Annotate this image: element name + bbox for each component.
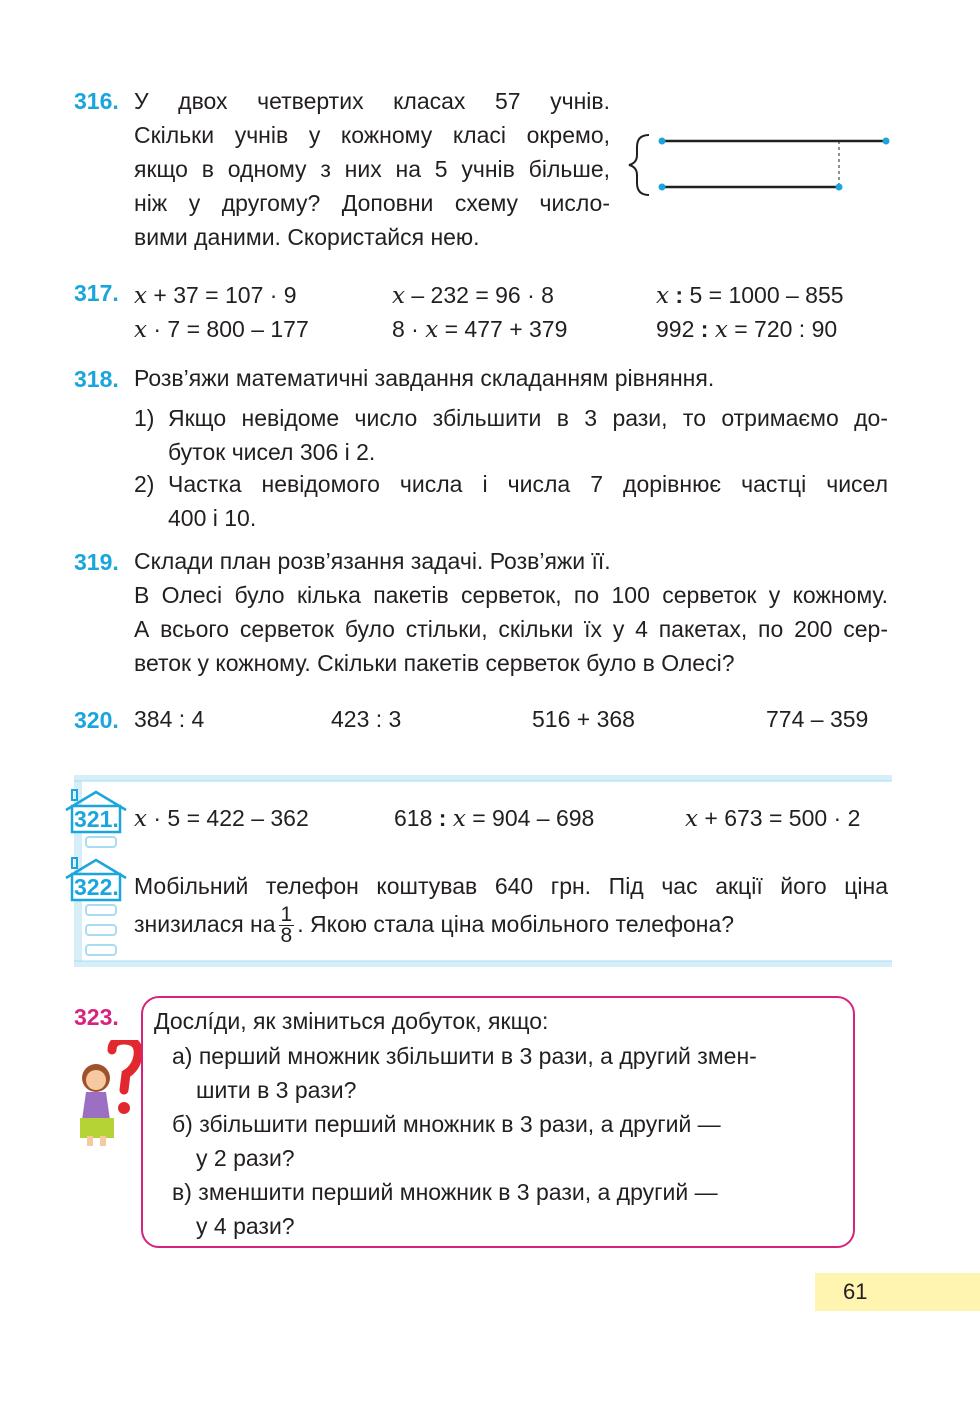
p316-line-4: ніж у другому? Доповни схему число-: [134, 190, 610, 216]
segment-diagram: [625, 125, 895, 205]
p316-line-5: вими даними. Скористайся нею.: [134, 224, 480, 250]
problem-number-318: 318.: [74, 366, 119, 392]
expression-320-2: 423 : 3: [331, 706, 402, 732]
p318-item-1-line-2: буток чисел 306 і 2.: [168, 439, 376, 465]
problem-number-320: 320.: [74, 707, 119, 733]
problem-number-317: 317.: [74, 280, 119, 306]
p322-line-2: знизилася на $\frac{1}{8}$ . Якою стала ціна мобільного телефона?: [134, 903, 735, 948]
p316-line-1: У двох четвертих класах 57 учнів.: [134, 88, 610, 114]
p319-line-4: веток у кожному. Скільки пакетів серветок було в Олесі?: [134, 650, 735, 676]
p318-item-1-marker: 1): [134, 405, 155, 431]
p318-item-2-marker: 2): [134, 471, 155, 497]
equation-321-2: 618 : x = 904 – 698: [394, 805, 595, 832]
equation-317-5: 8 · x = 477 + 379: [392, 316, 568, 343]
p323-item-b-line-1: б) збільшити перший множник в 3 рази, а другий —: [172, 1111, 721, 1137]
equation-317-4: x · 7 = 800 – 177: [134, 316, 309, 343]
p323-item-c-line-2: у 4 рази?: [196, 1213, 295, 1239]
expression-320-4: 774 – 359: [766, 706, 869, 732]
equation-317-1: x + 37 = 107 · 9: [134, 282, 297, 309]
p323-item-a-line-1: а) перший множник збільшити в 3 рази, а другий змен-: [172, 1043, 757, 1069]
p319-line-1: Склади план розв’язання задачі. Розв’яжи її.: [134, 548, 611, 574]
fraction-one-eighth: $\frac{1}{8}$: [280, 903, 293, 948]
p316-line-2: Скільки учнів у кожному класі окремо,: [134, 122, 610, 148]
p318-item-1-line-1: Якщо невідоме число збільшити в 3 рази, то отримаємо до-: [168, 405, 888, 431]
problem-number-316: 316.: [74, 88, 119, 114]
p323-item-c-line-1: в) зменшити перший множник в 3 рази, а другий —: [172, 1179, 718, 1205]
equation-321-1: x · 5 = 422 – 362: [134, 805, 309, 832]
problem-number-322: 322.: [74, 874, 119, 900]
girl-question-icon: [74, 1040, 144, 1150]
equation-321-3: x + 673 = 500 · 2: [685, 805, 861, 832]
problem-number-323: 323.: [74, 1004, 119, 1030]
problem-number-321: 321.: [74, 806, 119, 832]
p319-line-2: В Олесі було кілька пакетів серветок, по 100 серветок у кожному.: [134, 582, 888, 608]
equation-317-6: 992 : x = 720 : 90: [656, 316, 838, 343]
p318-item-2-line-2: 400 і 10.: [168, 505, 257, 531]
p323-item-a-line-2: шити в 3 рази?: [196, 1077, 357, 1103]
expression-320-3: 516 + 368: [532, 706, 635, 732]
p318-item-2-line-1: Частка невідомого числа і числа 7 дорівнює частці чисел: [168, 471, 888, 497]
p318-intro: Розв’яжи математичні завдання складанням рівняння.: [134, 365, 715, 391]
equation-317-2: x – 232 = 96 · 8: [392, 282, 554, 309]
curly-brace: [629, 135, 649, 195]
p316-line-3: якщо в одному з них на 5 учнів більше,: [134, 156, 610, 182]
p323-intro: Дослíди, як зміниться добуток, якщо:: [154, 1008, 549, 1034]
expression-320-1: 384 : 4: [134, 706, 205, 732]
p323-item-b-line-2: у 2 рази?: [196, 1145, 295, 1171]
equation-317-3: x : 5 = 1000 – 855: [656, 282, 844, 309]
p322-line-1: Мобільний телефон коштував 640 грн. Під час акції його ціна: [134, 873, 888, 899]
page-number: 61: [815, 1273, 980, 1311]
p319-line-3: А всього серветок було стільки, скільки їх у 4 пакетах, по 200 сер-: [134, 616, 888, 642]
problem-number-319: 319.: [74, 549, 119, 575]
